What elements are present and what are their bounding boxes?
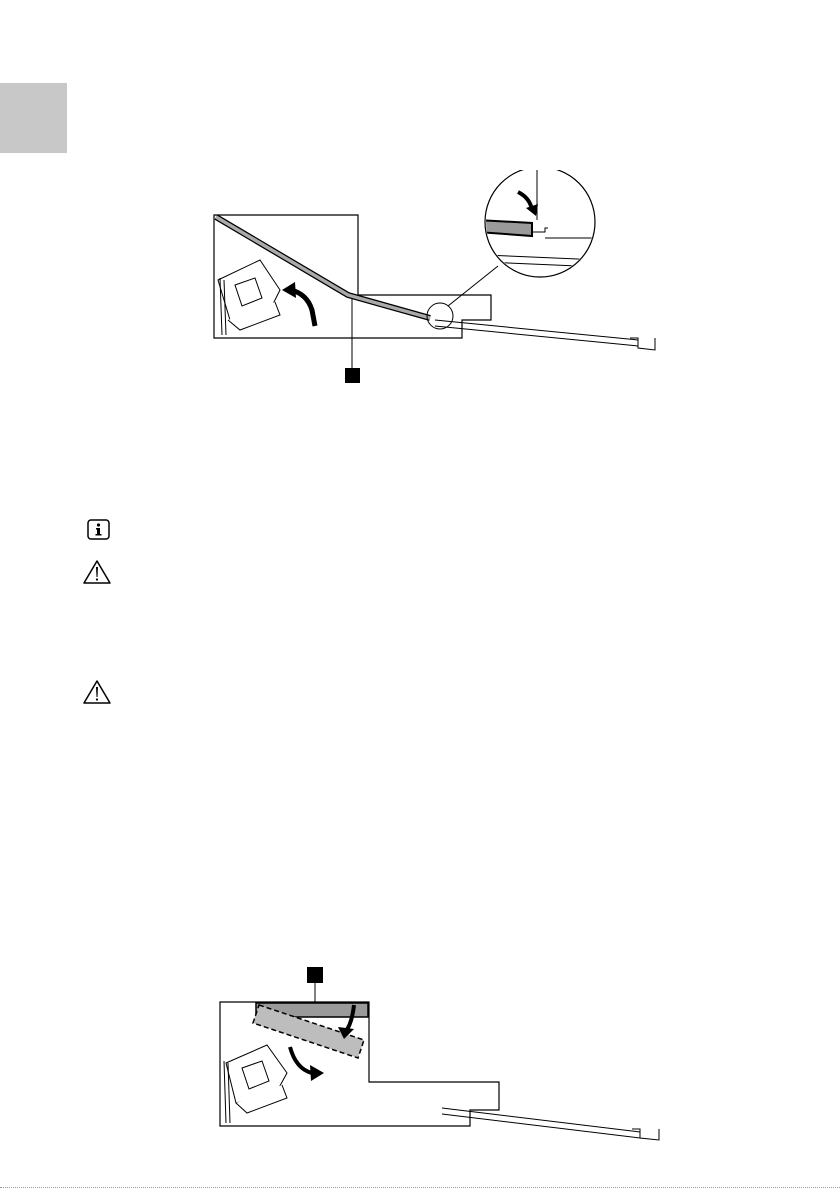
figure-bottom-illustration — [212, 965, 682, 1155]
figure-top-illustration — [200, 170, 680, 395]
page-bottom-rule — [0, 1187, 840, 1188]
callout-marker — [345, 368, 360, 383]
language-tab — [0, 83, 67, 153]
callout-marker — [307, 967, 323, 983]
warning-icon — [82, 679, 112, 705]
info-icon — [86, 518, 112, 542]
warning-icon — [82, 559, 112, 585]
